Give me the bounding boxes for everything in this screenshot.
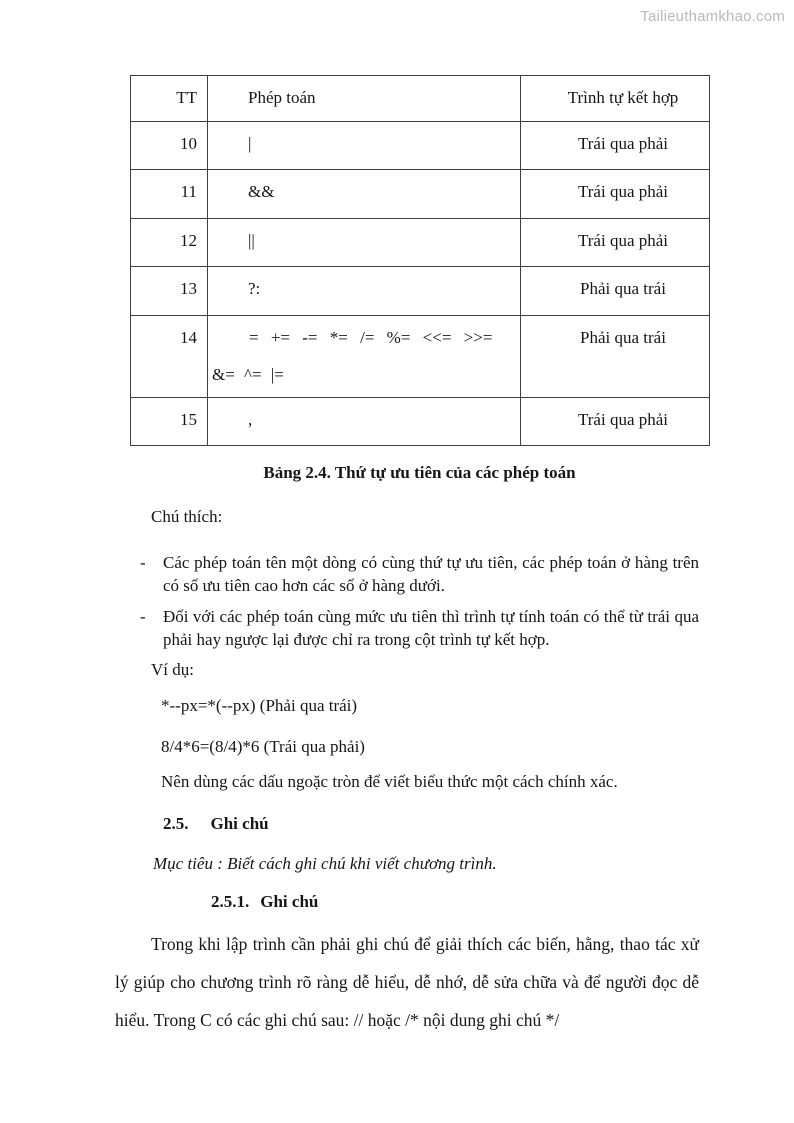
note-item-text: Các phép toán tên một dòng có cùng thứ tự ưu tiên, các phép toán ở hàng trên có số ưu tiên cao hơn các số ở hàng dưới. [163,553,699,595]
cell-tt: 13 [131,267,208,316]
cell-op: | [208,122,521,170]
cell-assoc: Phải qua trái [521,316,710,398]
cell-assoc: Phải qua trái [521,267,710,316]
cell-op: ?: [208,267,521,316]
assignment-operators-line1: = += -= *= /= %= <<= >>= [249,328,493,347]
subsection-title: Ghi chú [260,892,319,911]
table-header-row [131,76,710,122]
objective-text: Mục tiêu : Biết cách ghi chú khi viết chương trình. [153,854,497,873]
cell-assoc: Trái qua phải [521,170,710,219]
operator-precedence-table [130,75,710,446]
example-line: 8/4*6=(8/4)*6 (Trái qua phải) [161,737,365,756]
table-caption: Bảng 2.4. Thứ tự ưu tiên của các phép toán [263,463,576,482]
cell-assoc: Trái qua phải [521,219,710,267]
col-header-op: Phép toán [208,76,521,122]
assignment-operators-line2: &= ^= |= [212,365,284,384]
cell-assoc: Trái qua phải [521,122,710,170]
cell-tt: 10 [131,122,208,170]
table-row [131,267,710,316]
notes-label: Chú thích: [151,507,223,526]
note-item-text: Đối với các phép toán cùng mức ưu tiên thì trình tự tính toán có thể từ trái qua phải hay ngược lại được chỉ ra trong cột trình tự kết hợp. [163,607,699,649]
section-heading [163,813,699,835]
cell-tt: 11 [131,170,208,219]
example-line: *--px=*(--px) (Phải qua trái) [161,696,358,715]
notes-list [115,551,699,651]
table-row [131,316,710,398]
usage-note: Nên dùng các dấu ngoặc tròn để viết biểu thức một cách chính xác. [161,772,618,791]
examples-label: Ví dụ: [151,660,194,679]
note-item [140,551,699,597]
cell-tt: 14 [131,316,208,398]
table-row [131,170,710,219]
col-header-assoc: Trình tự kết hợp [521,76,710,122]
section-number: 2.5. [163,814,189,833]
body-paragraph: Trong khi lập trình cần phải ghi chú để giải thích các biến, hằng, thao tác xử lý giúp cho chương trình rõ ràng dễ hiểu, dễ nhớ, dễ sửa chữa và để người đọc dễ hiểu. Trong C có các ghi chú sau: // hoặc /* nội dung ghi chú */ [115,934,699,1030]
cell-tt: 15 [131,398,208,446]
table-row [131,219,710,267]
bullet-dash: - [140,553,146,572]
table-row [131,398,710,446]
cell-op: || [208,219,521,267]
bullet-dash: - [140,607,146,626]
col-header-tt: TT [131,76,208,122]
table-row [131,122,710,170]
cell-tt: 12 [131,219,208,267]
note-item [140,605,699,651]
subsection-number: 2.5.1. [211,892,250,911]
cell-assoc: Trái qua phải [521,398,710,446]
watermark-text: Tailieuthamkhao.com [640,8,785,25]
section-title: Ghi chú [210,814,269,833]
cell-op: , [208,398,521,446]
subsection-heading [211,891,699,913]
cell-op: && [208,170,521,219]
cell-op [208,316,521,398]
page-content [0,75,794,1039]
